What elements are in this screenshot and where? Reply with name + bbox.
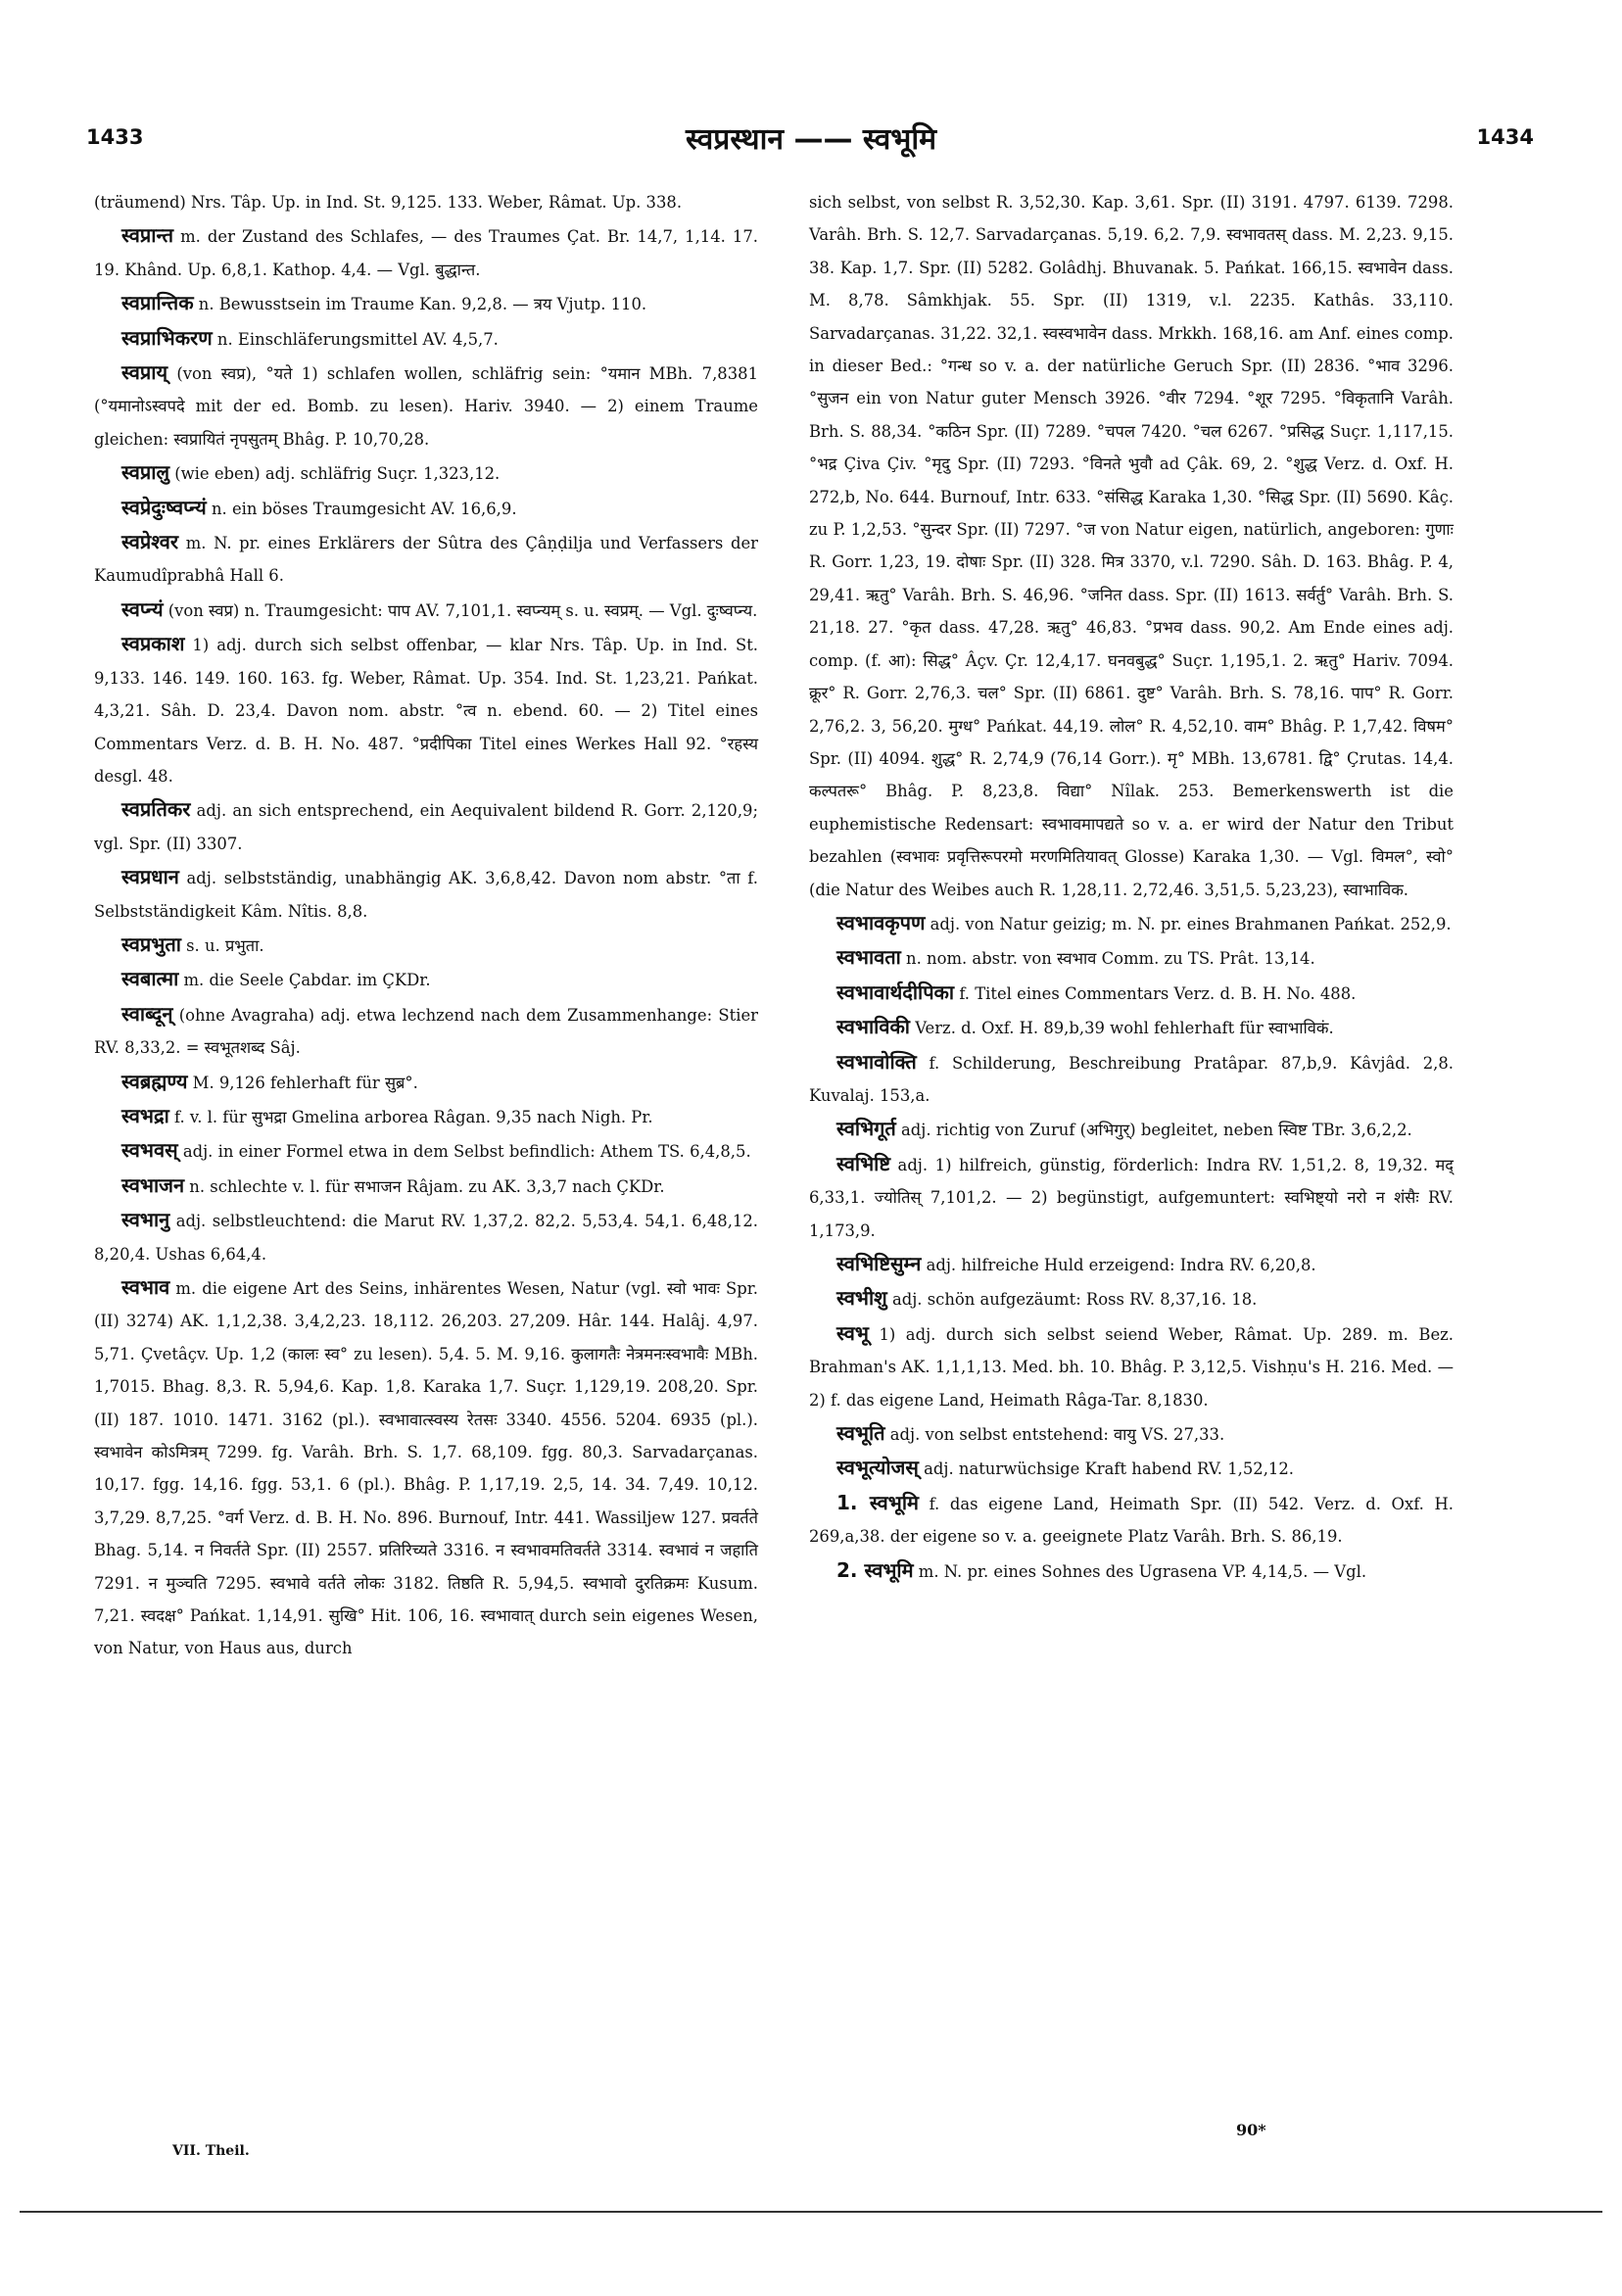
entry-text: s. u. प्रभुता. bbox=[180, 935, 264, 955]
dictionary-entry bbox=[94, 998, 758, 1065]
sheet-signature: 90* bbox=[1236, 2121, 1266, 2139]
entry-headword: स्वभावकृपण bbox=[836, 910, 926, 934]
dictionary-entry bbox=[809, 1555, 1454, 1588]
entry-headword: 2. स्वभूमि bbox=[836, 1557, 914, 1582]
entry-text: f. v. l. für सुभद्रा Gmelina arborea Râgan. 9,35 nach Nigh. Pr. bbox=[168, 1107, 653, 1126]
entry-text: adj. in einer Formel etwa in dem Selbst befindlich: Athem TS. 6,4,8,5. bbox=[177, 1142, 751, 1162]
entry-headword: स्वप्रतिकर bbox=[121, 797, 191, 822]
left-column bbox=[94, 186, 758, 1666]
dictionary-entry bbox=[809, 1148, 1454, 1247]
entry-text: (ohne Avagraha) adj. etwa lechzend nach dem Zusammenhange: Stier RV. 8,33,2. = स्वभूतशब्द Sâj. bbox=[94, 1005, 758, 1058]
entry-headword: स्वभावोक्ति bbox=[836, 1049, 917, 1074]
entry-headword: स्वप्रान्तिक bbox=[121, 291, 194, 315]
page-number-left: 1433 bbox=[86, 125, 144, 149]
entry-headword: स्वाब्दून् bbox=[121, 1001, 173, 1026]
dictionary-entry bbox=[809, 1417, 1454, 1451]
entry-text: adj. von Natur geizig; m. N. pr. eines Brahmanen Pańkat. 252,9. bbox=[925, 914, 1452, 933]
dictionary-entry bbox=[94, 1204, 758, 1270]
entry-headword: स्वप्रभुता bbox=[121, 932, 181, 956]
entry-headword: स्वप्राय् bbox=[121, 360, 168, 385]
dictionary-entry bbox=[94, 1134, 758, 1168]
dictionary-entry bbox=[809, 1046, 1454, 1113]
dictionary-entry bbox=[94, 287, 758, 320]
dictionary-entry bbox=[809, 977, 1454, 1010]
entry-headword: स्वबात्मा bbox=[121, 967, 179, 991]
entry-text: 1) adj. durch sich selbst offenbar, — klar Nrs. Tâp. Up. in Ind. St. 9,133. 146. 149. 160. 163. fg. Weber, Râmat. Up. 354. Ind. St. 1,23,21. Pańkat. 4,3,21. Sâh. D. 23,4. Davon nom. abstr. °त्व n. ebend. 60. — 2) Titel eines Commentars Verz. d. B. H. No. 487. °प्रदीपिका Titel eines Werkes Hall 92. °रहस्य desgl. 48. bbox=[94, 636, 758, 786]
dictionary-entry bbox=[809, 1317, 1454, 1416]
dictionary-entry bbox=[809, 907, 1454, 940]
entry-text: n. Einschläferungsmittel AV. 4,5,7. bbox=[212, 329, 499, 349]
entry-text: m. die Seele Çabdar. im ÇKDr. bbox=[178, 971, 431, 990]
dictionary-entry bbox=[809, 941, 1454, 975]
entry-headword: स्वभिष्टि bbox=[836, 1151, 890, 1175]
dictionary-entry bbox=[94, 628, 758, 792]
entry-headword: स्वभूत्योजस् bbox=[836, 1456, 919, 1480]
entry-text: (wie eben) adj. schläfrig Suçr. 1,323,12. bbox=[169, 464, 501, 484]
dictionary-entry bbox=[809, 186, 1454, 906]
dictionary-entry bbox=[809, 1452, 1454, 1485]
entry-headword: स्वप्रेदुःष्वप्न्यं bbox=[121, 495, 207, 519]
dictionary-entry bbox=[94, 219, 758, 286]
entry-text: adj. 1) hilfreich, günstig, förderlich: Indra RV. 1,51,2. 8, 19,32. मद् 6,33,1. ज्योतिस् 7,101,2. — 2) begünstigt, aufgemuntert: स्वभिष्ट्यो नरो न शंसैः RV. 1,173,9. bbox=[809, 1155, 1454, 1240]
volume-signature: VII. Theil. bbox=[172, 2143, 250, 2159]
entry-text: Verz. d. Oxf. H. 89,b,39 wohl fehlerhaft für स्वाभाविकं. bbox=[909, 1019, 1334, 1038]
entry-text: M. 9,126 fehlerhaft für सुब्र°. bbox=[187, 1073, 418, 1092]
entry-headword: स्वप्न्यं bbox=[121, 597, 164, 621]
entry-headword: स्वभाजन bbox=[121, 1172, 185, 1197]
entry-text: adj. an sich entsprechend, ein Aequivalent bildend R. Gorr. 2,120,9; vgl. Spr. (II) 3307. bbox=[94, 801, 758, 853]
dictionary-entry bbox=[94, 1066, 758, 1099]
entry-text: sich selbst, von selbst R. 3,52,30. Kap. 3,61. Spr. (II) 3191. 4797. 6139. 7298. Varâh. Brh. S. 12,7. Sarvadarçanas. 5,19. 6,2. 7,9. स्वभावतस् dass. M. 2,23. 9,15. 38. Kap. 1,7. Spr. (II) 5282. Golâdhj. Bhuvanak. 5. Pańkat. 166,15. स्वभावेन dass. M. 8,78. Sâmkhjak. 55. Spr. (II) 1319, v.l. 2235. Kathâs. 33,110. Sarvadarçanas. 31,22. 32,1. स्वस्वभावेन dass. Mrkkh. 168,16. am Anf. eines comp. in dieser Bed.: °गन्ध so v. a. der natürliche Geruch Spr. (II) 2836. °भाव 3296. °सुजन ein von Natur guter Mensch 3926. °वीर 7294. °शूर 7295. °विकृतानि Varâh. Brh. S. 88,34. °कठिन Spr. (II) 7289. °चपल 7420. °चल 6267. °प्रसिद्ध Suçr. 1,117,15. °भद्र Çiva Çiv. °मृदु Spr. (II) 7293. °विनते भुवौ ad Çâk. 69, 2. °शुद्ध Verz. d. Oxf. H. 272,b, No. 644. Burnouf, Intr. 633. °संसिद्ध Karaka 1,30. °सिद्ध Spr. (II) 5690. Kâç. zu P. 1,2,53. °सुन्दर Spr. (II) 7297. °ज von Natur eigen, natürlich, angeboren: गुणाः R. Gorr. 1,23, 19. दोषाः Spr. (II) 328. मित्र 3370, v.l. 7290. Sâh. D. 163. Bhâg. P. 4, 29,41. ऋतु° Varâh. Brh. S. 46,96. °जनित dass. Spr. (II) 1613. सर्वर्तु° Varâh. Brh. S. 21,18. 27. °कृत dass. 47,28. ऋतु° 46,83. °प्रभव dass. 90,2. Am Ende eines adj. comp. (f. आ): सिद्ध° Âçv. Çr. 12,4,17. घनवबुद्ध° Suçr. 1,195,1. 2. ऋतु° Hariv. 7094. क्रूर° R. Gorr. 2,76,3. चल° Spr. (II) 6861. दुष्ट° Varâh. Brh. S. 78,16. पाप° R. Gorr. 2,76,2. 3, 56,20. मुग्ध° Pańkat. 44,19. लोल° R. 4,52,10. वाम° Bhâg. P. 1,7,42. विषम° Spr. (II) 4094. शुद्ध° R. 2,74,9 (76,14 Gorr.). मृ° MBh. 13,6781. द्वि° Çrutas. 14,4. कल्पतरू° Bhâg. P. 8,23,8. विद्या° Nîlak. 253. Bemerkenswerth ist die euphemistische Redensart: स्वभावमापद्यते so v. a. er wird der Natur den Tribut bezahlen (स्वभावः प्रवृत्तिरूपरमो मरणमितियावत् Glosse) Karaka 1,30. — Vgl. विमल°, स्वो° (die Natur des Weibes auch R. 1,28,11. 2,72,46. 3,51,5. 5,23,23), स्वाभाविक. bbox=[809, 193, 1454, 899]
entry-text: adj. selbstständig, unabhängig AK. 3,6,8,42. Davon nom abstr. °ता f. Selbstständigkeit Kâm. Nîtis. 8,8. bbox=[94, 869, 758, 921]
entry-headword: स्वप्रान्त bbox=[121, 223, 174, 248]
entry-headword: स्वभानु bbox=[121, 1208, 170, 1232]
entry-text: n. nom. abstr. von स्वभाव Comm. zu TS. Prât. 13,14. bbox=[900, 949, 1315, 969]
entry-text: adj. naturwüchsige Kraft habend RV. 1,52,12. bbox=[918, 1459, 1294, 1479]
entry-text: adj. von selbst entstehend: वायु VS. 27,33. bbox=[884, 1425, 1225, 1445]
entry-text: adj. schön aufgezäumt: Ross RV. 8,37,16. 18. bbox=[886, 1290, 1258, 1310]
dictionary-entry bbox=[809, 1011, 1454, 1044]
entry-text: f. das eigene Land, Heimath Spr. (II) 542. Verz. d. Oxf. H. 269,a,38. der eigene so v. a. geeignete Platz Varâh. Brh. S. 86,19. bbox=[809, 1494, 1454, 1547]
dictionary-entry bbox=[94, 322, 758, 356]
entry-text: m. die eigene Art des Seins, inhärentes Wesen, Natur (vgl. स्वो भावः Spr. (II) 3274) AK. 1,1,2,38. 3,4,2,23. 18,112. 26,203. 27,209. Hâr. 144. Halâj. 4,97. 5,71. Çvetâçv. Up. 1,2 (कालः स्व° zu lesen). 5,4. 5. M. 9,16. कुलागतैः नेत्रमनःस्वभावैः MBh. 1,7015. Bhag. 8,3. R. 5,94,6. Kap. 1,8. Karaka 1,7. Suçr. 1,129,19. 208,20. Spr. (II) 187. 1010. 1471. 3162 (pl.). स्वभावात्स्वस्य रेतसः 3340. 4556. 5204. 6935 (pl.). स्वभावेन कोऽमित्रम् 7299. fg. Varâh. Brh. S. 1,7. 68,109. fgg. 80,3. Sarvadarçanas. 10,17. fgg. 14,16. fgg. 53,1. 6 (pl.). Bhâg. P. 1,17,19. 2,5, 14. 34. 7,49. 10,12. 3,7,29. 8,7,25. °वर्ग Verz. d. B. H. No. 896. Burnouf, Intr. 441. Wassiljew 127. प्रवर्तते Bhag. 5,14. न निवर्तते Spr. (II) 2557. प्रतिरिच्यते 3316. न स्वभावमतिवर्तते 3314. स्वभावं न जहाति 7291. न मुञ्चति 7295. स्वभावे वर्तते लोकः 3182. तिष्ठति R. 5,94,5. स्वभावो दुरतिक्रमः Kusum. 7,21. स्वदक्ष° Pańkat. 1,14,91. सुखि° Hit. 106, 16. स्वभावात् durch sein eigenes Wesen, von Natur, von Haus aus, durch bbox=[94, 1279, 758, 1658]
entry-text: (träumend) Nrs. Tâp. Up. in Ind. St. 9,125. 133. Weber, Râmat. Up. 338. bbox=[94, 193, 683, 212]
entry-text: m. der Zustand des Schlafes, — des Traumes Çat. Br. 14,7, 1,14. 17. 19. Khând. Up. 6,8,1. Kathop. 4,4. — Vgl. बुद्धान्त. bbox=[94, 227, 758, 279]
entry-text: m. N. pr. eines Sohnes des Ugrasena VP. 4,14,5. — Vgl. bbox=[913, 1561, 1367, 1581]
entry-text: f. Schilderung, Beschreibung Pratâpar. 87,b,9. Kâvjâd. 2,8. Kuvalaj. 153,a. bbox=[809, 1053, 1454, 1105]
entry-text: 1) adj. durch sich selbst seiend Weber, Râmat. Up. 289. m. Bez. Brahman's AK. 1,1,1,13. Med. bh. 10. Bhâg. P. 3,12,5. Vishṇu's H. 216. Med. — 2) f. das eigene Land, Heimath Râga-Tar. 8,1830. bbox=[809, 1324, 1454, 1410]
right-column bbox=[809, 186, 1454, 1589]
dictionary-entry bbox=[94, 492, 758, 525]
entry-headword: स्वभिगूर्त bbox=[836, 1117, 896, 1141]
entry-headword: स्वभिष्टिसुम्न bbox=[836, 1252, 922, 1275]
page-header bbox=[59, 122, 1563, 165]
page-number-right: 1434 bbox=[1476, 125, 1534, 149]
entry-headword: स्वभवस् bbox=[121, 1138, 178, 1163]
entry-headword: स्वप्रकाश bbox=[121, 632, 185, 656]
dictionary-entry bbox=[94, 186, 758, 218]
dictionary-entry bbox=[94, 1100, 758, 1133]
entry-headword: स्वभू bbox=[836, 1320, 869, 1345]
entry-headword: स्वभावता bbox=[836, 945, 901, 970]
dictionary-entry bbox=[809, 1487, 1454, 1554]
dictionary-entry bbox=[94, 456, 758, 490]
entry-headword: स्वप्राभिकरण bbox=[121, 325, 213, 350]
entry-text: adj. richtig von Zuruf (अभिगुर्) begleitet, neben स्विष्ट TBr. 3,6,2,2. bbox=[895, 1121, 1412, 1140]
bottom-rule bbox=[20, 2211, 1602, 2213]
entry-text: (von स्वप्र) n. Traumgesicht: पाप AV. 7,101,1. स्वप्न्यम् s. u. स्वप्रम्. — Vgl. दुःष्वप्न्य. bbox=[163, 600, 758, 620]
entry-headword: स्वभद्रा bbox=[121, 1103, 169, 1127]
entry-headword: स्वभाविकी bbox=[836, 1015, 910, 1039]
entry-text: n. schlechte v. l. für सभाजन Râjam. zu AK. 3,3,7 nach ÇKDr. bbox=[184, 1176, 665, 1196]
entry-headword: स्वप्रेश्वर bbox=[121, 530, 179, 554]
entry-text: (von स्वप्र), °यते 1) schlafen wollen, schläfrig sein: °यमान MBh. 7,8381 (°यमानोऽस्वपदे mit der ed. Bomb. zu lesen). Hariv. 3940. — 2) einem Traume gleichen: स्वप्रायितं नृपसुतम् Bhâg. P. 10,70,28. bbox=[94, 364, 758, 449]
entry-text: adj. hilfreiche Huld erzeigend: Indra RV. 6,20,8. bbox=[921, 1256, 1316, 1274]
dictionary-entry bbox=[94, 357, 758, 455]
dictionary-entry bbox=[94, 929, 758, 962]
dictionary-entry bbox=[94, 1271, 758, 1665]
entry-text: f. Titel eines Commentars Verz. d. B. H. No. 488. bbox=[954, 983, 1357, 1003]
entry-headword: स्वप्रधान bbox=[121, 865, 179, 889]
entry-text: n. ein böses Traumgesicht AV. 16,6,9. bbox=[206, 499, 517, 518]
dictionary-entry bbox=[94, 963, 758, 996]
dictionary-entry bbox=[809, 1248, 1454, 1281]
entry-text: adj. selbstleuchtend: die Marut RV. 1,37,2. 82,2. 5,53,4. 54,1. 6,48,12. 8,20,4. Ushas 6,64,4. bbox=[94, 1212, 758, 1264]
dictionary-entry bbox=[94, 526, 758, 593]
dictionary-entry bbox=[809, 1282, 1454, 1315]
entry-headword: स्वभूति bbox=[836, 1421, 885, 1446]
entry-text: n. Bewusstsein im Traume Kan. 9,2,8. — त्रय Vjutp. 110. bbox=[193, 295, 647, 314]
dictionary-entry bbox=[94, 793, 758, 860]
entry-headword: स्वभावार्थदीपिका bbox=[836, 980, 955, 1004]
entry-headword: स्वब्रह्मण्य bbox=[121, 1069, 188, 1093]
entry-headword: स्वभीशु bbox=[836, 1286, 887, 1311]
dictionary-entry bbox=[94, 594, 758, 627]
running-title: स्वप्रस्थान —— स्वभूमि bbox=[685, 122, 937, 157]
entry-headword: 1. स्वभूमि bbox=[836, 1490, 919, 1514]
dictionary-entry bbox=[94, 1170, 758, 1203]
dictionary-entry bbox=[94, 861, 758, 928]
dictionary-entry bbox=[809, 1113, 1454, 1146]
entry-headword: स्वभाव bbox=[121, 1275, 170, 1299]
entry-headword: स्वप्रालु bbox=[121, 460, 170, 485]
entry-text: m. N. pr. eines Erklärers der Sûtra des Çâṇḍilja und Verfassers der Kaumudîprabhâ Hall 6. bbox=[94, 534, 758, 586]
